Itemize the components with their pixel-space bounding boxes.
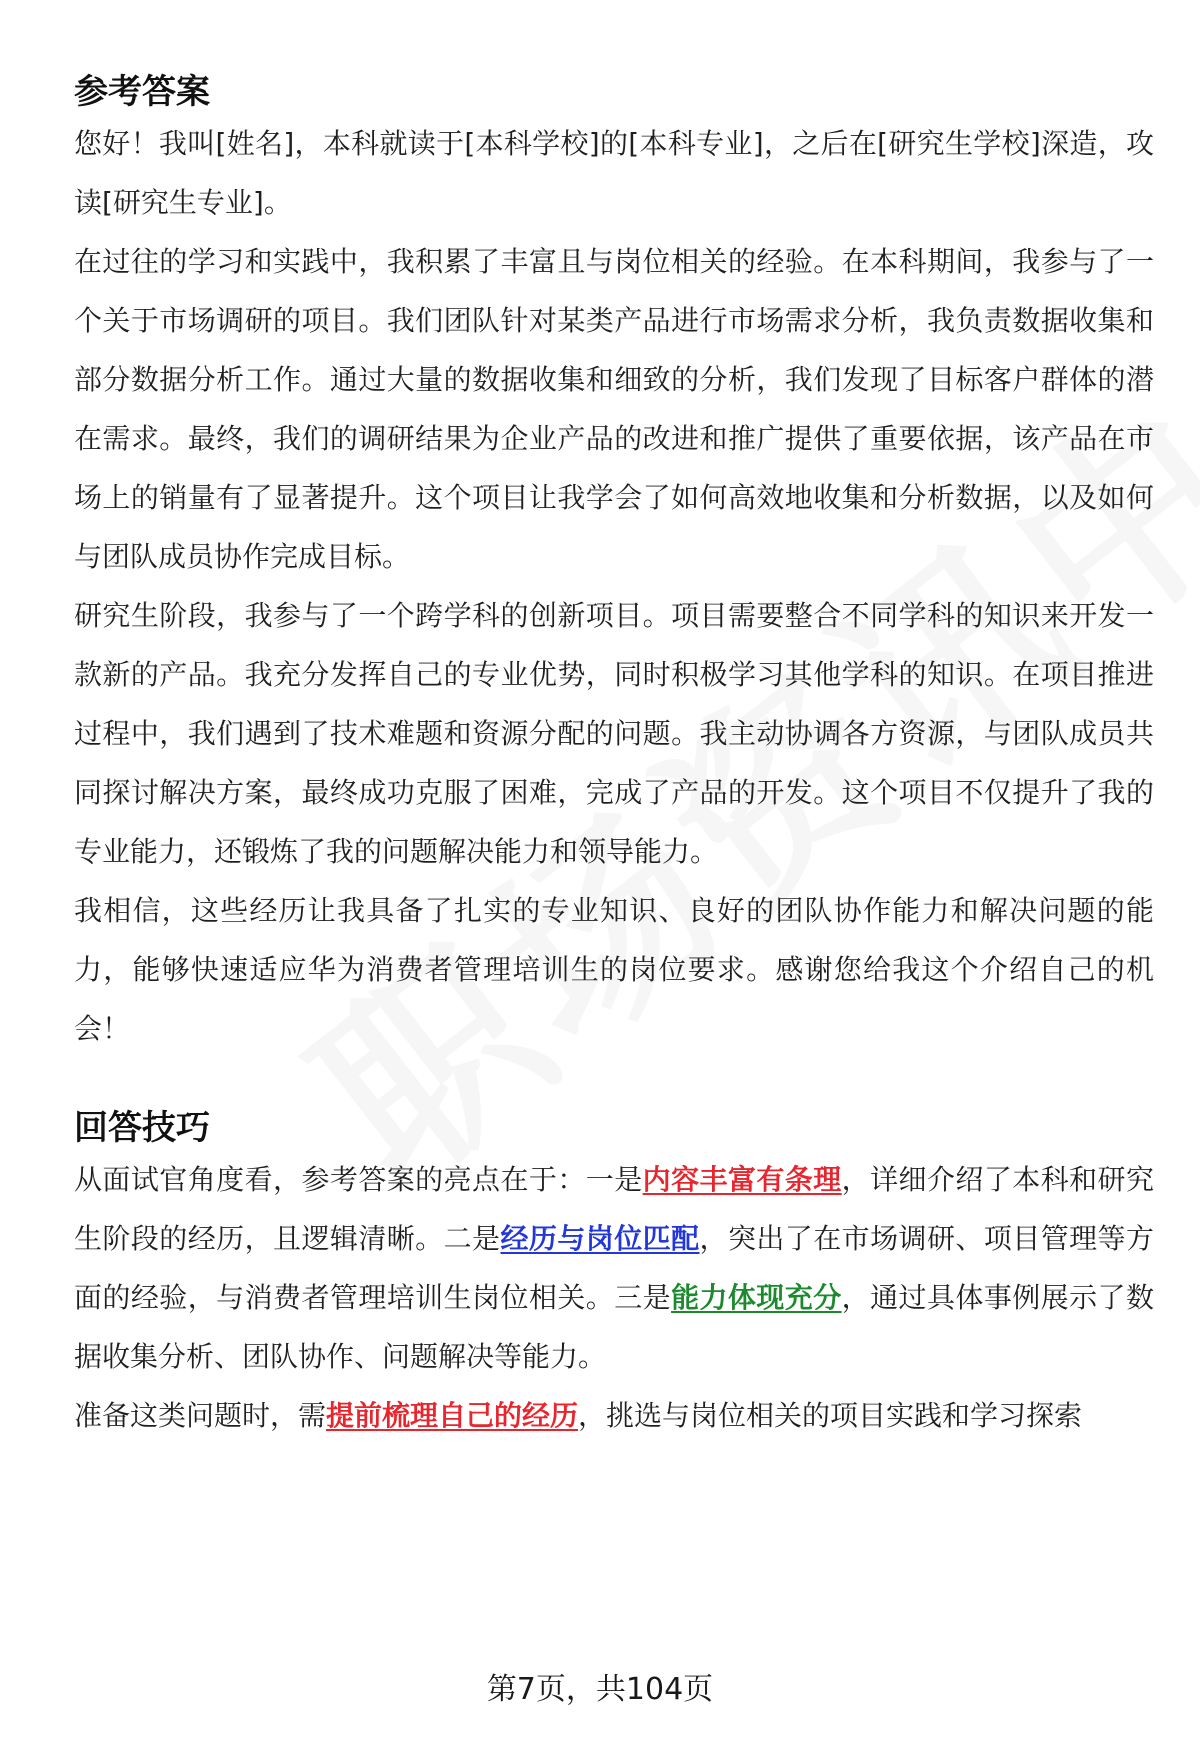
highlight-ability-shown: 能力体现充分 [671, 1281, 842, 1315]
page-number: 第7页，共104页 [486, 1672, 714, 1707]
tips-p2-text-1: 准备这类问题时，需 [74, 1399, 327, 1433]
highlight-sort-experience: 提前梳理自己的经历 [326, 1399, 579, 1433]
page-content [74, 70, 1154, 1445]
tips-p1-text-2: ，详细介绍了本科和研究生阶段的经历，且逻辑清晰。二是 [74, 1163, 1154, 1256]
answer-paragraph-4: 我相信，这些经历让我具备了扎实的专业知识、良好的团队协作能力和解决问题的能力，能够快速适应华为消费者管理培训生的岗位要求。感谢您给我这个介绍自己的机会！ [74, 894, 1154, 1046]
answer-section-title: 参考答案 [74, 72, 210, 112]
tips-p1-text-4: ，通过具体事例展示了数据收集分析、团队协作、问题解决等能力。 [74, 1281, 1154, 1374]
highlight-content-rich: 内容丰富有条理 [642, 1163, 842, 1197]
tips-p2-text-2: ，挑选与岗位相关的项目实践和学习探索 [578, 1399, 1083, 1433]
tips-p1-text-3: ，突出了在市场调研、项目管理等方面的经验，与消费者管理培训生岗位相关。三是 [74, 1222, 1154, 1315]
answer-paragraph-3: 研究生阶段，我参与了一个跨学科的创新项目。项目需要整合不同学科的知识来开发一款新的产品。我充分发挥自己的专业优势，同时积极学习其他学科的知识。在项目推进过程中，我们遇到了技术难题和资源分配的问题。我主动协调各方资源，与团队成员共同探讨解决方案，最终成功克服了困难，完成了产品的开发。这个项目不仅提升了我的专业能力，还锻炼了我的问题解决能力和领导能力。 [74, 599, 1154, 869]
tips-p1-text-1: 从面试官角度看，参考答案的亮点在于：一是 [74, 1163, 643, 1197]
tips-section-title: 回答技巧 [74, 1108, 210, 1149]
answer-paragraph-2: 在过往的学习和实践中，我积累了丰富且与岗位相关的经验。在本科期间，我参与了一个关于市场调研的项目。我们团队针对某类产品进行市场需求分析，我负责数据收集和部分数据分析工作。通过大量的数据收集和细致的分析，我们发现了目标客户群体的潜在需求。最终，我们的调研结果为企业产品的改进和推广提供了重要依据，该产品在市场上的销量有了显著提升。这个项目让我学会了如何高效地收集和分析数据，以及如何与团队成员协作完成目标。 [74, 245, 1154, 574]
answer-paragraph-1: 您好！我叫[姓名]，本科就读于[本科学校]的[本科专业]，之后在[研究生学校]深造，攻读[研究生专业]。 [74, 127, 1154, 220]
tips-paragraph-2 [74, 1386, 1154, 1445]
highlight-experience-match: 经历与岗位匹配 [500, 1222, 700, 1256]
tips-paragraph-1 [74, 1150, 1154, 1386]
